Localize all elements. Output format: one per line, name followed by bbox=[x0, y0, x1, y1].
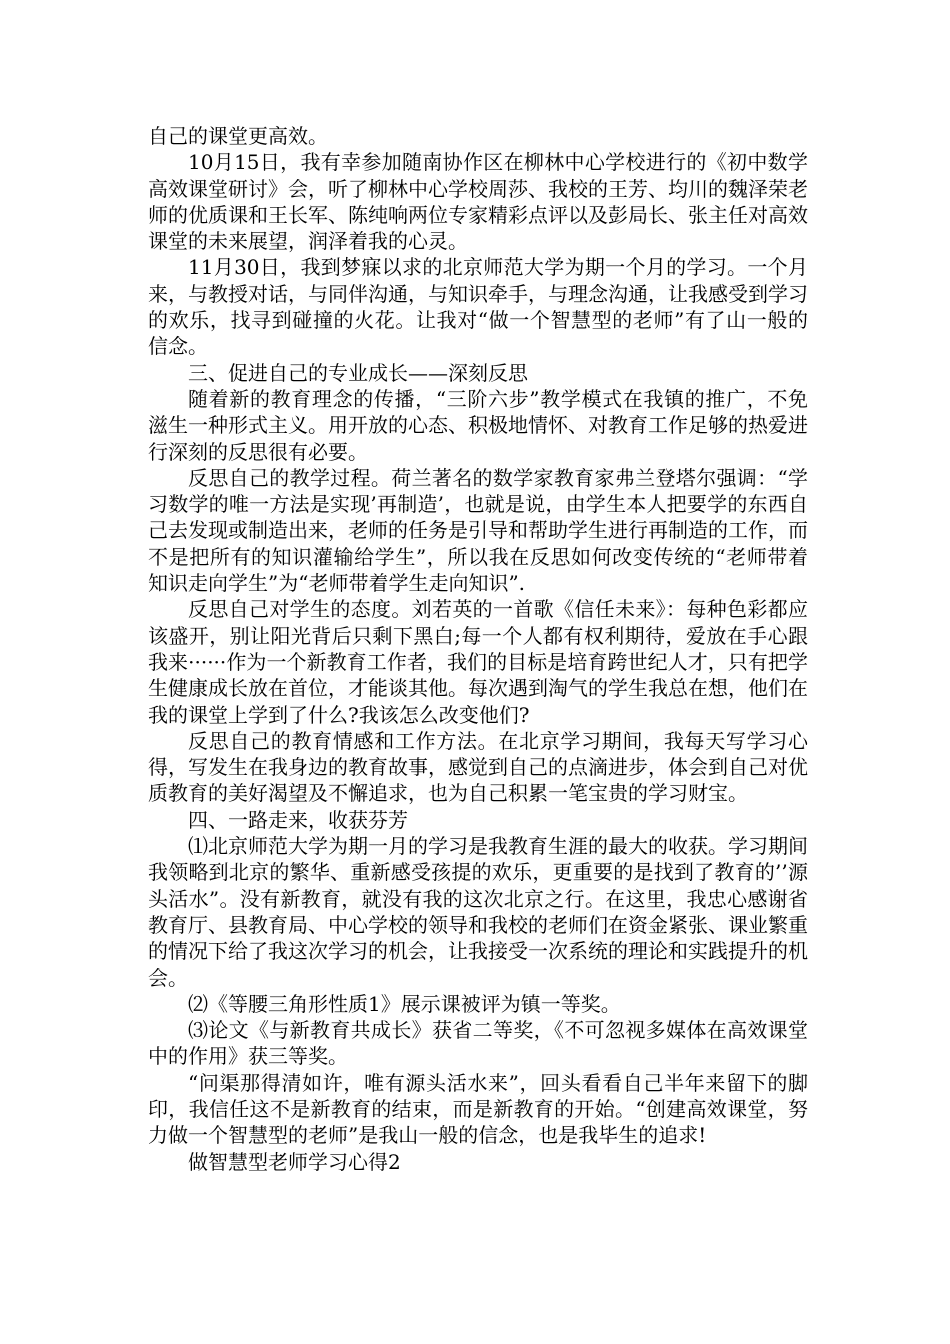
paragraph-new-ideas: 随着新的教育理念的传播，“三阶六步”教学模式在我镇的推广，不免滋生一种形式主义。用开放的心态、积极地情怀、对教育工作足够的热爱进行深刻的反思很有必要。 bbox=[148, 386, 808, 464]
paragraph-nov-30: 11月30日，我到梦寐以求的北京师范大学为期一个月的学习。一个月来，与教授对话，与同伴沟通，与知识牵手，与理念沟通，让我感受到学习的欢乐，找寻到碰撞的火花。让我对“做一个智慧型的老师”有了山一般的信念。 bbox=[148, 255, 808, 359]
paragraph-continuation: 自己的课堂更高效。 bbox=[148, 124, 328, 148]
paragraph-reflect-teaching: 反思自己的教学过程。荷兰著名的数学家教育家弗兰登塔尔强调：“学习数学的唯一方法是实现’再制造’，也就是说，由学生本人把要学的东西自己去发现或制造出来，老师的任务是引导和帮助学生进行再制造的工作，而不是把所有的知识灌输给学生”，所以我在反思如何改变传统的“老师带着知识走向学生”为“老师带着学生走向知识”. bbox=[148, 465, 808, 596]
next-title: 做智慧型老师学习心得2 bbox=[188, 1149, 401, 1174]
paragraph-closing: “问渠那得清如许，唯有源头活水来”，回头看看自己半年来留下的脚印，我信任这不是新教育的结束，而是新教育的开始。“创建高效课堂，努力做一个智慧型的老师”是我山一般的信念，也是我毕生的追求! bbox=[148, 1070, 808, 1148]
paragraph-oct-15: 10月15日，我有幸参加随南协作区在柳林中心学校进行的《初中数学高效课堂研讨》会，听了柳林中心学校周莎、我校的王芳、均川的魏泽荣老师的优质课和王长军、陈纯响两位专家精彩点评以及彭局长、张主任对高效课堂的未来展望，润泽着我的心灵。 bbox=[148, 150, 808, 254]
paragraph-item-3: ⑶论文《与新教育共成长》获省二等奖，《不可忽视多媒体在高效课堂中的作用》获三等奖。 bbox=[148, 1018, 808, 1069]
section-heading-3: 三、促进自己的专业成长——深刻反思 bbox=[188, 360, 528, 385]
paragraph-reflect-emotion: 反思自己的教育情感和工作方法。在北京学习期间，我每天写学习心得，写发生在我身边的教育故事，感觉到自己的点滴进步，体会到自己对优质教育的美好渴望及不懈追求，也为自己积累一笔宝贵的学习财宝。 bbox=[148, 728, 808, 806]
section-heading-4: 四、一路走来，收获芬芳 bbox=[188, 807, 408, 832]
paragraph-item-1: ⑴北京师范大学为期一月的学习是我教育生涯的最大的收获。学习期间我领略到北京的繁华、重新感受孩提的欢乐，更重要的是找到了教育的’’源头活水”。没有新教育，就没有我的这次北京之行。在这里，我忠心感谢省教育厅、县教育局、中心学校的领导和我校的老师们在资金紧张、课业繁重的情况下给了我这次学习的机会，让我接受一次系统的理论和实践提升的机会。 bbox=[148, 834, 808, 990]
paragraph-reflect-attitude: 反思自己对学生的态度。刘若英的一首歌《信任未来》：每种色彩都应该盛开，别让阳光背后只剩下黑白;每一个人都有权利期待，爱放在手心跟我来······作为一个新教育工作者，我们的目标是培育跨世纪人才，只有把学生健康成长放在首位，才能谈其他。每次遇到淘气的学生我总在想，他们在我的课堂上学到了什么?我该怎么改变他们? bbox=[148, 597, 808, 727]
document-body bbox=[148, 123, 808, 1175]
paragraph-item-2: ⑵《等腰三角形性质1》展示课被评为镇一等奖。 bbox=[188, 991, 621, 1016]
